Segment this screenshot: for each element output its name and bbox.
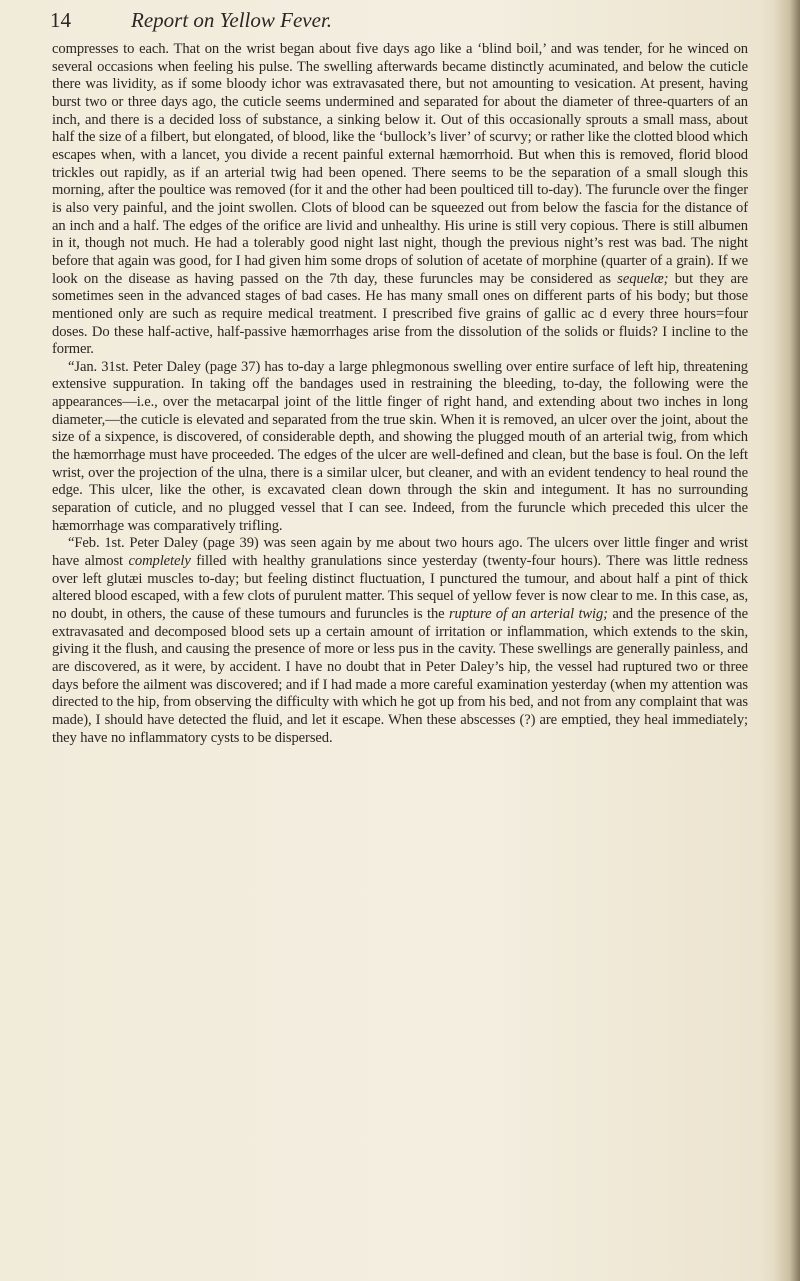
body-text [52, 41, 748, 747]
page-number: 14 [50, 8, 71, 32]
page-header [50, 8, 750, 38]
paragraph [52, 535, 748, 747]
paragraph [52, 41, 748, 359]
italic-run: rupture of an arterial twig; [448, 606, 608, 622]
italic-run: completely [128, 553, 191, 570]
text-run: “Jan. 31st. Peter Daley (page 37) has to-day a large phlegmonous swelling over entire surface of left hip, threatening extensive suppuration. In taking off the bandages used in restraining the bleeding, to-day, the following were the appearances—i.e., over the metacarpal joint of the little finger of right hand, and extending about two inches in long diameter,—the cuticle is elevated and separated from the true skin. When it is removed, an ulcer over the joint, about the size of a sixpence, is discovered, of considerable depth, and showing the plugged mouth of an arterial twig, from which the hæmorrhage must have proceeded. The edges of the ulcer are well-defined and clean, but the base is foul. On the left wrist, over the projection of the ulna, there is a similar ulcer, but cleaner, and with an evident tendency to heal round the edge. This ulcer, like the other, is excavated clean down through the skin and integument. It has no surrounding separation of cuticle, and no plugged vessel that I can see. Indeed, from the furuncle which preceded this ulcer the hæmorrhage was comparatively trifling. [52, 358, 748, 534]
text-run: “Feb. 1st. Peter Daley (page 39) was seen again by me about two hours ago. The ulcers over little finger and wrist have almost [52, 535, 748, 570]
running-title: Report on Yellow Fever. [131, 8, 333, 32]
paragraph [52, 359, 748, 536]
text-run: compresses to each. That on the wrist began about five days ago like a ‘blind boil,’ and was tender, for he winced on several occasions when feeling his pulse. The swelling afterwards became distinctly acuminated, and below the cuticle there was lividity, as if some bloody ichor was extravasated there, but not amounting to vesication. At present, having burst two or three days ago, the cuticle seems undermined and separated for about the diameter of three-quarters of an inch, and there is a decided loss of substance, a sinking below it. Out of this occasionally sprouts a small mass, about half the size of a filbert, but elongated, of blood, like the ‘bullock’s liver’ of scurvy; or rather like the clotted blood which escapes when, with a lancet, you divide a recent painful external hæmorrhoid. But when this is removed, florid blood trickles out rapidly, as if an arterial twig had been opened. There seems to be the separation of a small slough this morning, after the poultice was removed (for it and the other had been poulticed till to-day). The furuncle over the finger is also very painful, and the joint swollen. Clots of blood can be squeezed out from below the fascia for the distance of an inch and a half. The edges of the orifice are livid and unhealthy. His urine is still very copious. There is still albumen in it, though not much. He had a tolerably good night last night, though the previous night’s rest was bad. The night before that again was good, for I had given him some drops of solution of acetate of morphine (quarter of a grain). If we look on the disease as having passed on the 7th day, these furuncles may be considered as [52, 41, 748, 287]
page-edge-shadow [774, 0, 800, 1281]
text-run: but they are sometimes seen in the advanced stages of bad cases. He has many small ones on different parts of his body; but those mentioned only are such as require medical treatment. I prescribed five grains of gallic ac d every three hours=four doses. Do these half-active, half-passive hæmorrhages arise from the dissolution of the solids or fluids? I incline to the former. [52, 270, 749, 358]
text-run: filled with healthy granulations since yesterday (twenty-four hours). There was little redness over left glutæi muscles to-day; but feeling distinct fluctuation, I punctured the tumour, and about half a pint of thick altered blood escaped, with a few clots of purulent matter. This sequel of yellow fever is now clear to me. In this case, as, no doubt, in others, the cause of these tumours and furuncles is the [52, 553, 748, 622]
text-run: and the presence of the extravasated and decomposed blood sets up a certain amount of irritation or inflammation, which extends to the skin, giving it the flush, and causing the presence of more or less pus in the cavity. These swellings are generally painless, and are discovered, as it were, by accident. I have no doubt that in Peter Daley’s hip, the vessel had ruptured two or three days before the ailment was discovered; and if I had made a more careful examination yesterday (when my attention was directed to the hip, from observing the difficulty with which he got up from his bed, and not from any complaint that was made), I should have detected the fluid, and let it escape. When these abscesses (?) are emptied, they heal immediately; they have no inflammatory cysts to be dispersed. [52, 606, 748, 746]
italic-run: sequelæ; [617, 270, 669, 287]
